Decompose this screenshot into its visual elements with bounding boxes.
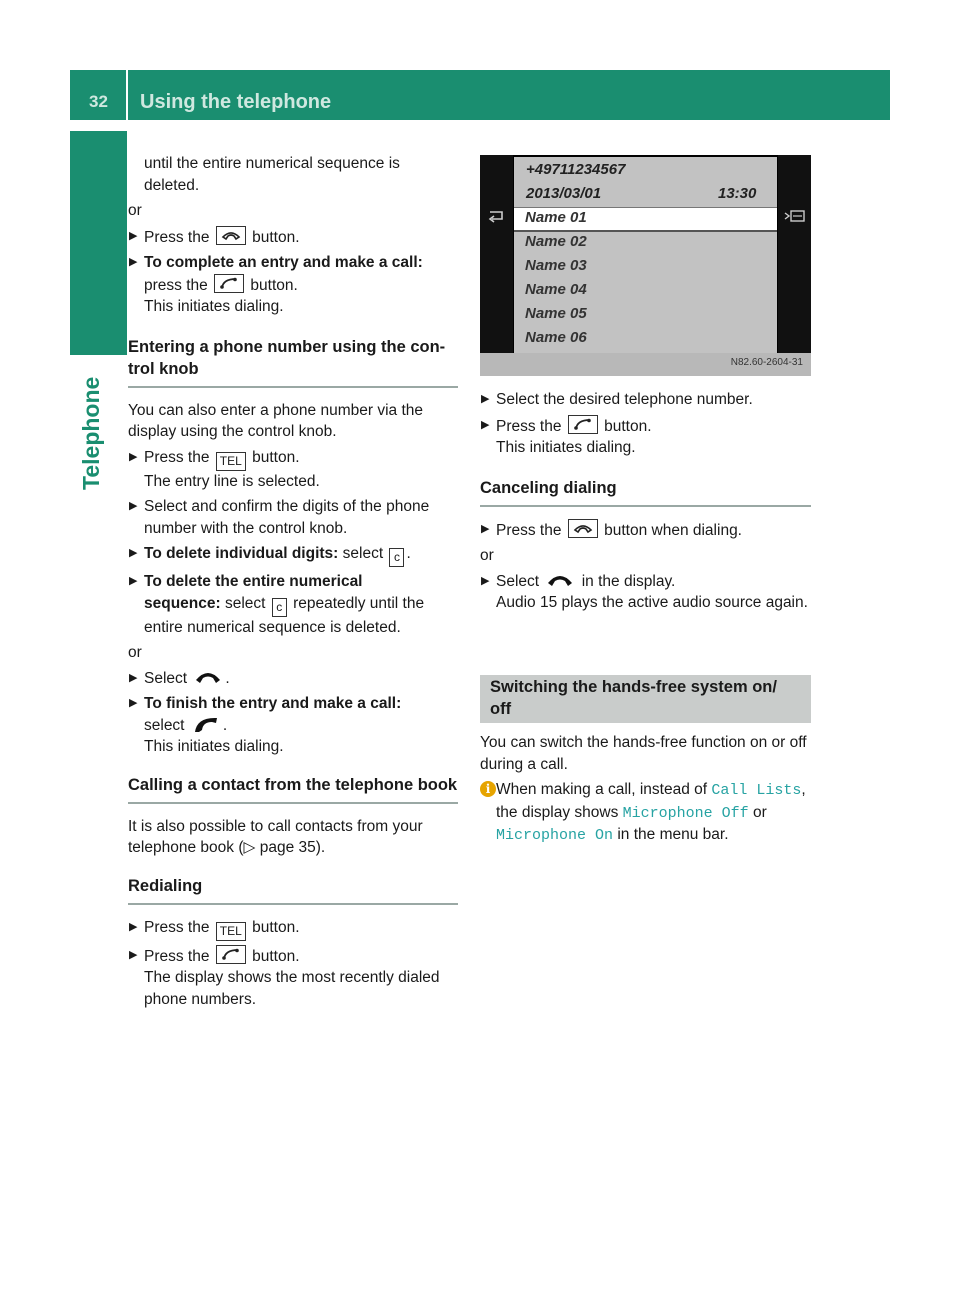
call-button-icon <box>214 274 244 293</box>
arrow-icon: ▶ <box>481 574 490 587</box>
menu-icon <box>783 209 807 223</box>
info-note: i When making a call, instead of Call Lists, the display shows Microphone Off or Microphone On in the menu bar. <box>480 779 811 847</box>
hang-up-button-icon <box>216 226 246 245</box>
paragraph: until the entire numerical sequence is <box>144 155 400 172</box>
or-text: or <box>480 547 494 564</box>
instruction-step: ▶ Press the button. The display shows the most recently dialed phone numbers. <box>128 945 458 1011</box>
right-bezel <box>778 155 811 353</box>
arrow-icon: ▶ <box>129 575 138 587</box>
instruction-step: ▶ Select the desired telephone number. <box>480 389 811 411</box>
back-icon <box>484 209 508 223</box>
contact-list-item[interactable]: Name 05 <box>525 305 587 322</box>
call-time: 13:30 <box>718 185 757 202</box>
info-icon: i <box>480 781 496 797</box>
arrow-icon: ▶ <box>129 450 138 463</box>
section-title-box <box>480 675 811 723</box>
side-tab <box>70 131 127 355</box>
instruction-step: ▶ To complete an entry and make a call: press the button. This initiates dialing. <box>129 254 423 315</box>
instruction-step: ▶ Select and confirm the digits of the phone number with the control knob. <box>129 498 430 537</box>
instruction-step: ▶ To delete the entire numerical sequence: select c repeatedly until the entire numerical sequence is deleted. <box>129 573 425 636</box>
instruction-step: ▶ To finish the entry and make a call: select . This initiates dialing. <box>129 695 402 755</box>
or-text: or <box>128 644 142 661</box>
contact-list-item[interactable]: Name 03 <box>525 257 587 274</box>
call-date: 2013/03/01 <box>526 185 602 202</box>
tel-button-icon: TEL <box>216 922 246 941</box>
menu-item-code: Microphone On <box>496 827 614 844</box>
section-heading: Entering a phone number using the con-trol knob <box>128 336 458 388</box>
section-heading: Redialing <box>128 875 458 905</box>
arrow-icon: ▶ <box>129 229 138 242</box>
instruction-step: ▶ Select . <box>128 668 458 690</box>
end-call-icon <box>545 571 575 589</box>
contact-list-item[interactable]: Name 02 <box>525 233 587 250</box>
arrow-icon: ▶ <box>129 697 138 709</box>
arrow-icon: ▶ <box>129 920 138 933</box>
instruction-step: ▶ Press the button when dialing. <box>480 519 811 542</box>
call-button-icon <box>216 945 246 964</box>
arrow-icon: ▶ <box>129 671 138 684</box>
paragraph: It is also possible to call contacts from your telephone book (▷ page 35). <box>128 817 423 856</box>
instruction-step: ▶ Press the button. This initiates dialing. <box>480 415 811 459</box>
arrow-icon: ▶ <box>129 256 138 268</box>
phone-number-display: +49711234567 <box>526 161 626 178</box>
end-call-icon <box>193 668 223 686</box>
paragraph: You can switch the hands-free function on or off during a call. <box>480 734 807 773</box>
tel-button-icon: TEL <box>216 452 246 471</box>
contact-list-item[interactable]: Name 01 <box>525 209 587 226</box>
page-title: Using the telephone <box>140 91 332 113</box>
arrow-icon: ▶ <box>129 500 138 512</box>
contact-list-item[interactable]: Name 04 <box>525 281 587 298</box>
page-number: 32 <box>89 92 108 111</box>
delete-key-icon: c <box>389 548 404 567</box>
paragraph: You can also enter a phone number via the display using the control knob. <box>128 401 423 440</box>
call-button-icon <box>568 415 598 434</box>
section-heading: Calling a contact from the telephone book <box>128 774 458 804</box>
arrow-icon: ▶ <box>481 393 490 405</box>
or-text: or <box>128 202 142 219</box>
right-column <box>480 389 811 614</box>
arrow-icon: ▶ <box>481 522 490 535</box>
section-heading: Canceling dialing <box>480 477 811 507</box>
hang-up-button-icon <box>568 519 598 538</box>
instruction-step: ▶ To delete individual digits: select c . <box>128 543 458 567</box>
start-call-icon <box>191 715 221 733</box>
contact-list-item[interactable]: Name 06 <box>525 329 587 346</box>
instruction-step: ▶ Press the TEL button. <box>128 917 458 941</box>
arrow-icon: ▶ <box>129 547 138 559</box>
instruction-step: ▶ Press the button. <box>128 226 458 249</box>
delete-key-icon: c <box>272 598 287 617</box>
menu-item-code: Microphone Off <box>622 804 749 822</box>
arrow-icon: ▶ <box>481 418 490 431</box>
paragraph: deleted. <box>144 176 200 194</box>
figure-reference: N82.60-2604-31 <box>480 353 811 376</box>
left-column <box>128 153 458 1010</box>
instruction-step: ▶ Select in the display. Audio 15 plays the active audio source again. <box>481 572 808 611</box>
display-screenshot <box>480 155 811 376</box>
arrow-icon: ▶ <box>129 948 138 961</box>
menu-item-code: Call Lists <box>711 782 802 799</box>
section-title: Switching the hands-free system on/ off <box>490 678 777 718</box>
header-divider <box>126 70 128 120</box>
instruction-step: ▶ Press the TEL button. The entry line is selected. <box>129 448 320 490</box>
right-column-lower <box>480 732 811 847</box>
left-bezel <box>480 155 513 353</box>
